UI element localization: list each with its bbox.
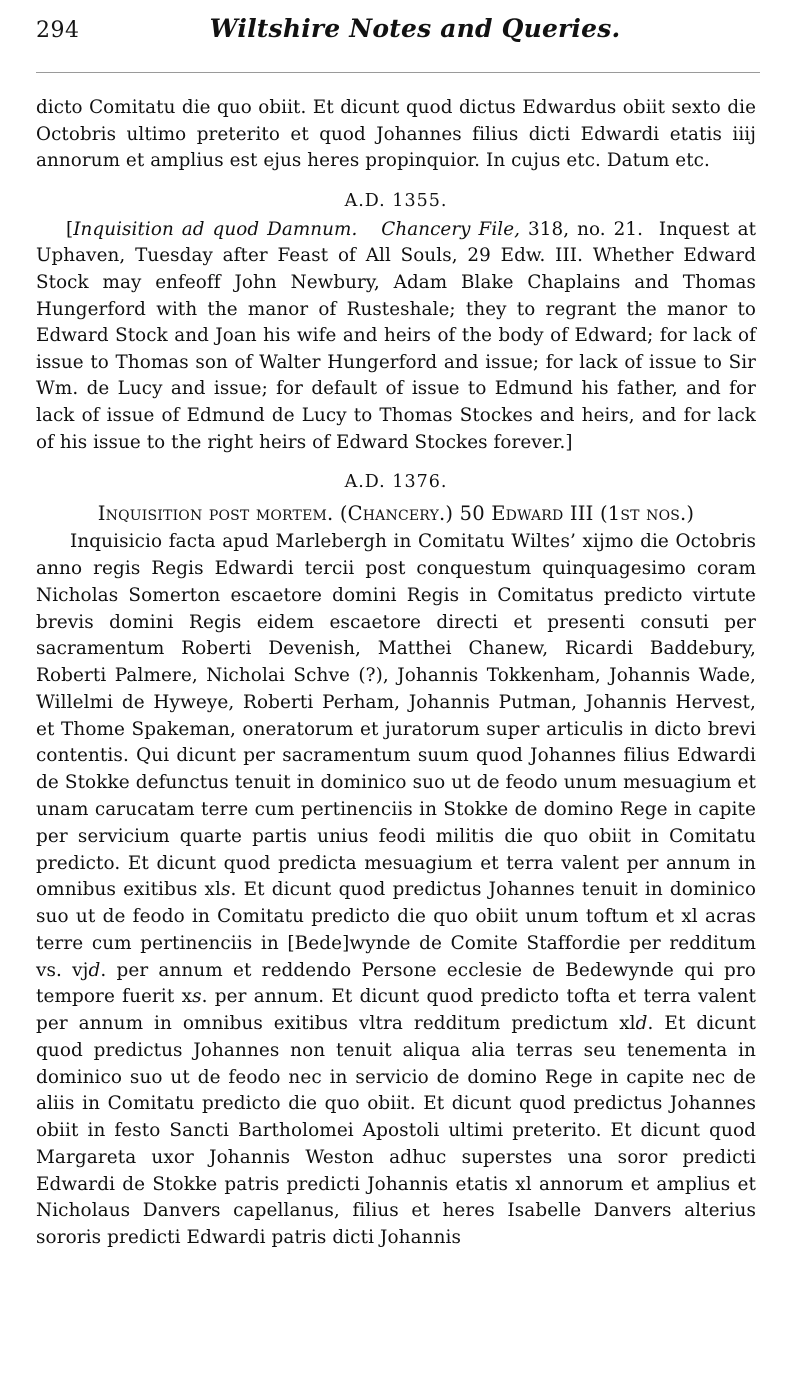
date-heading-1355-text: A.D. 1355.: [344, 190, 448, 211]
date-heading-1376-text: A.D. 1376.: [344, 472, 448, 493]
page-number: 294: [36, 18, 80, 43]
paragraph-continuation: dicto Comitatu die quo obiit. Et dicunt quod dictus Edwardus obiit sexto die Octobris ultimo preterito et quod Johannes filius dicti Edwardi etatis iiij annorum et amplius est ejus heres propinquior. In cujus etc. Datum etc.: [36, 97, 756, 172]
inquisition-title-italic: Inquisition ad quod Damnum.: [73, 218, 358, 240]
page-body: [0, 73, 800, 1252]
chancery-file-number: 318,: [528, 218, 570, 240]
running-title: Wiltshire Notes and Queries.: [209, 14, 621, 43]
inquisicio-text-part-2: . Et dicunt quod predictus Johannes tenuit in dominico suo ut de feodo in Comitatu predicto die quo obiit unum toftum et xl acras terre cum pertinenciis in [Bede]wynde de Comite Staffordie per redditum vs. vj: [36, 879, 756, 981]
date-heading-1376: [36, 472, 756, 492]
page-header: [0, 0, 800, 58]
inquisicio-text-part-1: Inquisicio facta apud Marlebergh in Comitatu Wiltes’ xijmo die Octobris anno regis Regis Edwardi tercii post conquestum quinquagesimo coram Nicholas Somerton escaetore domini Regis in Comitatus predicto virtute brevis domini Regis eidem escaetore directi et presenti consuti per sacramentum Roberti Devenish, Matthei Chanew, Ricardi Baddebury, Roberti Palmere, Nicholai Schve (?), Johannis Tokkenham, Johannis Wade, Willelmi de Hyweye, Roberti Perham, Johannis Putman, Johannis Hervest, et Thome Spakeman, oneratorum et juratorum super articulis in dicto brevi contentis. Qui dicunt per sacramentum suum quod Johannes filius Edwardi de Stokke defunctus tenuit in dominico suo ut de feodo unum mesuagium et unam carucatam terre cum pertinenciis in Stokke de domino Rege in capite per servicium quarte partis unius feodi militis die quo obiit in Comitatu predicto. Et dicunt quod predicta mesuagium et terra valent per annum in omnibus exitibus xl: [36, 531, 756, 901]
inquest-body-text: Inquest at Uphaven, Tuesday after Feast of All Souls, 29 Edw. III. Whether Edward Stock may enfeoff John Newbury, Adam Blake Chaplains and Thomas Hungerford with the manor of Rusteshale; they to regrant the manor to Edward Stock and Joan his wife and heirs of the body of Edward; for lack of issue to Thomas son of Walter Hungerford and issue; for lack of issue to Sir Wm. de Lucy and issue; for default of issue to Edmund his father, and for lack of issue of Edmund de Lucy to Thomas Stockes and heirs, and for lack of his issue to the right heirs of Edward Stockes forever.]: [36, 218, 757, 453]
paragraph-inquisicio: [36, 529, 756, 1252]
chancery-file-no: no. 21.: [577, 218, 643, 240]
date-heading-1355: [36, 191, 756, 211]
inquisicio-text-part-5: . Et dicunt quod predictus Johannes non tenuit aliqua alia terras seu tenementa in dominico suo ut de feodo nec in servicio de domino Rege in capite nec de aliis in Comitatu predicto die quo obiit. Et dicunt quod predictus Johannes obiit in festo Sancti Bartholomei Apostoli ultimi preterito. Et dicunt quod Margareta uxor Johannis Weston adhuc superstes una soror predicti Edwardi de Stokke patris predicti Johannis etatis xl annorum et amplius et Nicholaus Danvers capellanus, filius et heres Isabelle Danvers alterius sororis predicti Edwardi patris dicti Johannis: [36, 1013, 756, 1249]
xld-italic: d: [635, 1013, 648, 1035]
section-heading: Inquisition post mortem. (Chancery.) 50 Edward III (1st nos.): [97, 502, 695, 526]
xls-italic: s: [221, 879, 231, 901]
xs-italic: s: [192, 986, 202, 1008]
inquisition-ad-quod-damnum-block: [36, 217, 756, 456]
vjd-italic: d: [88, 959, 101, 981]
bracket-open: [: [66, 218, 74, 240]
inquisicio-text-part-3: . per annum et reddendo Persone ecclesie de Bedewynde qui pro tempore fuerit x: [36, 959, 756, 1008]
inquisicio-text-part-4: . per annum. Et dicunt quod predicto tofta et terra valent per annum in omnibus exitibus vltra redditum predictum xl: [36, 986, 756, 1035]
chancery-file-label: Chancery File,: [381, 218, 521, 240]
